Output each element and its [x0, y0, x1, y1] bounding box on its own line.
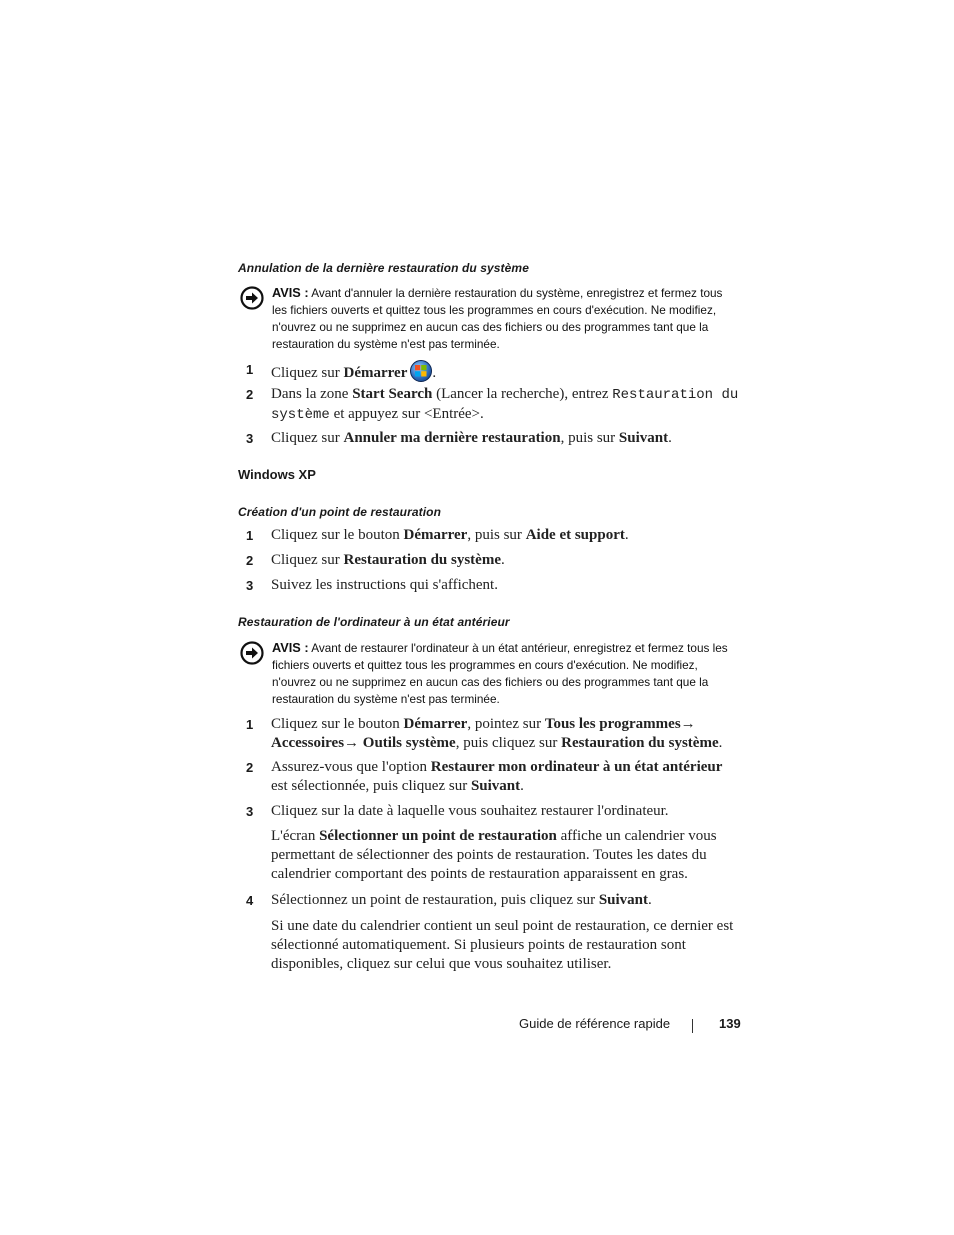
step-text: Cliquez sur — [271, 365, 344, 381]
notice-arrow-icon — [240, 286, 264, 310]
next-label: Suivant — [618, 430, 669, 446]
step-text: . — [648, 892, 652, 908]
step-text: . — [624, 527, 629, 543]
step-text: , puis sur — [467, 527, 526, 543]
page-number: 139 — [719, 1016, 741, 1031]
step-number: 4 — [246, 893, 254, 908]
step-text: . — [432, 365, 437, 381]
step-text: Sélectionnez un point de restauration, puis cliquez sur — [271, 892, 599, 908]
notice-arrow-icon — [240, 641, 264, 665]
start-label: Démarrer — [403, 716, 468, 732]
step-item — [246, 526, 741, 545]
step-item — [246, 385, 741, 425]
section-heading-undo-restore: Annulation de la dernière restauration du système — [238, 261, 529, 275]
restore-option-label: Restaurer mon ordinateur à un état antérieur — [430, 759, 723, 775]
step-item — [246, 360, 741, 383]
step-text: Cliquez sur — [271, 430, 344, 446]
step-number: 3 — [246, 431, 254, 446]
notice-text — [272, 284, 729, 353]
next-label: Suivant — [470, 778, 521, 794]
step-text: et appuyez sur <Entrée>. — [329, 406, 484, 422]
notice-label: AVIS : — [272, 285, 309, 300]
step-item — [246, 802, 741, 821]
step-item — [246, 551, 741, 570]
step-text: est sélectionnée, puis cliquez sur — [271, 778, 471, 794]
accessories-label: Accessoires — [271, 735, 345, 751]
step-item — [246, 429, 741, 448]
system-restore-label: Restauration du système — [343, 552, 501, 568]
step-text: , puis cliquez sur — [455, 735, 562, 751]
help-support-label: Aide et support — [525, 527, 625, 543]
step-number: 3 — [246, 804, 254, 819]
arrow-separator: → — [680, 716, 696, 732]
step-number: 2 — [246, 760, 254, 775]
step-number: 1 — [246, 362, 254, 377]
step-number: 2 — [246, 387, 254, 402]
start-label: Démarrer — [403, 527, 468, 543]
step-number: 1 — [246, 528, 254, 543]
notice-text — [272, 639, 729, 708]
step-item — [246, 576, 741, 595]
section-heading-windows-xp: Windows XP — [238, 467, 316, 482]
system-tools-label: Outils système — [362, 735, 456, 751]
step-text: . — [718, 735, 723, 751]
step-number: 3 — [246, 578, 254, 593]
start-search-label: Start Search — [352, 386, 433, 402]
step-text: Cliquez sur — [271, 552, 344, 568]
step-text: Cliquez sur le bouton — [271, 527, 404, 543]
notice-block — [238, 284, 738, 353]
step-text: , pointez sur — [467, 716, 545, 732]
undo-restore-label: Annuler ma dernière restauration — [343, 430, 561, 446]
step-item — [246, 758, 741, 796]
step-4-paragraph: Si une date du calendrier contient un seul point de restauration, ce dernier est sélectionné automatiquement. Si plusieurs points de restauration sont disponibles, cliquez sur celui que vous souhaitez utiliser. — [271, 918, 734, 972]
section-heading-restore-computer: Restauration de l'ordinateur à un état antérieur — [238, 615, 510, 629]
select-restore-point-label: Sélectionner un point de restauration — [319, 828, 557, 844]
step-text: Assurez-vous que l'option — [271, 759, 431, 775]
step-text: Cliquez sur le bouton — [271, 716, 404, 732]
paragraph-text: affiche un calendrier vous permettant de sélectionner des points de restauration. Toutes les dates du calendrier comportant des points de restauration apparaissent en gras. — [271, 828, 717, 882]
notice-body: Avant d'annuler la dernière restauration du système, enregistrez et fermez tous les fichiers ouverts et quittez tous les programmes en cours d'exécution. Ne modifiez, n'ouvrez ou ne supprimez en aucun cas des fichiers ou des programmes tant que la restauration du système n'est pas terminée. — [272, 286, 723, 351]
next-label: Suivant — [598, 892, 649, 908]
step-text: . — [668, 430, 672, 446]
step-3-paragraph — [271, 827, 741, 884]
paragraph-text: L'écran — [271, 828, 320, 844]
system-restore-label: Restauration du système — [561, 735, 719, 751]
subheading-create-restore-point: Création d'un point de restauration — [238, 505, 442, 519]
step-text: . — [520, 778, 524, 794]
start-label: Démarrer — [343, 365, 408, 381]
all-programs-label: Tous les programmes — [544, 716, 681, 732]
windows-start-orb-icon — [410, 360, 432, 382]
step-text: Suivez les instructions qui s'affichent. — [271, 577, 498, 593]
notice-body: Avant de restaurer l'ordinateur à un état antérieur, enregistrez et fermez tous les fichiers ouverts et quittez tous les programmes en cours d'exécution. Ne modifiez, n'ouvrez ou ne supprimez en aucun cas des fichiers ou des programmes tant que la restauration du système n'est pas terminée. — [272, 641, 728, 706]
step-number: 1 — [246, 717, 254, 732]
step-number: 2 — [246, 553, 254, 568]
step-text: . — [501, 552, 505, 568]
step-text: (Lancer la recherche), entrez — [432, 386, 613, 402]
step-item — [246, 891, 741, 910]
footer-separator — [692, 1019, 693, 1033]
step-item — [246, 715, 741, 753]
step-text: , puis sur — [560, 430, 619, 446]
notice-label: AVIS : — [272, 640, 309, 655]
command-text: Restauration du système — [271, 387, 739, 423]
step-text: Dans la zone — [271, 386, 353, 402]
footer-guide-title: Guide de référence rapide — [519, 1016, 671, 1031]
arrow-separator: → — [344, 735, 363, 751]
step-text: Cliquez sur la date à laquelle vous souhaitez restaurer l'ordinateur. — [271, 803, 669, 819]
notice-block — [238, 639, 738, 708]
